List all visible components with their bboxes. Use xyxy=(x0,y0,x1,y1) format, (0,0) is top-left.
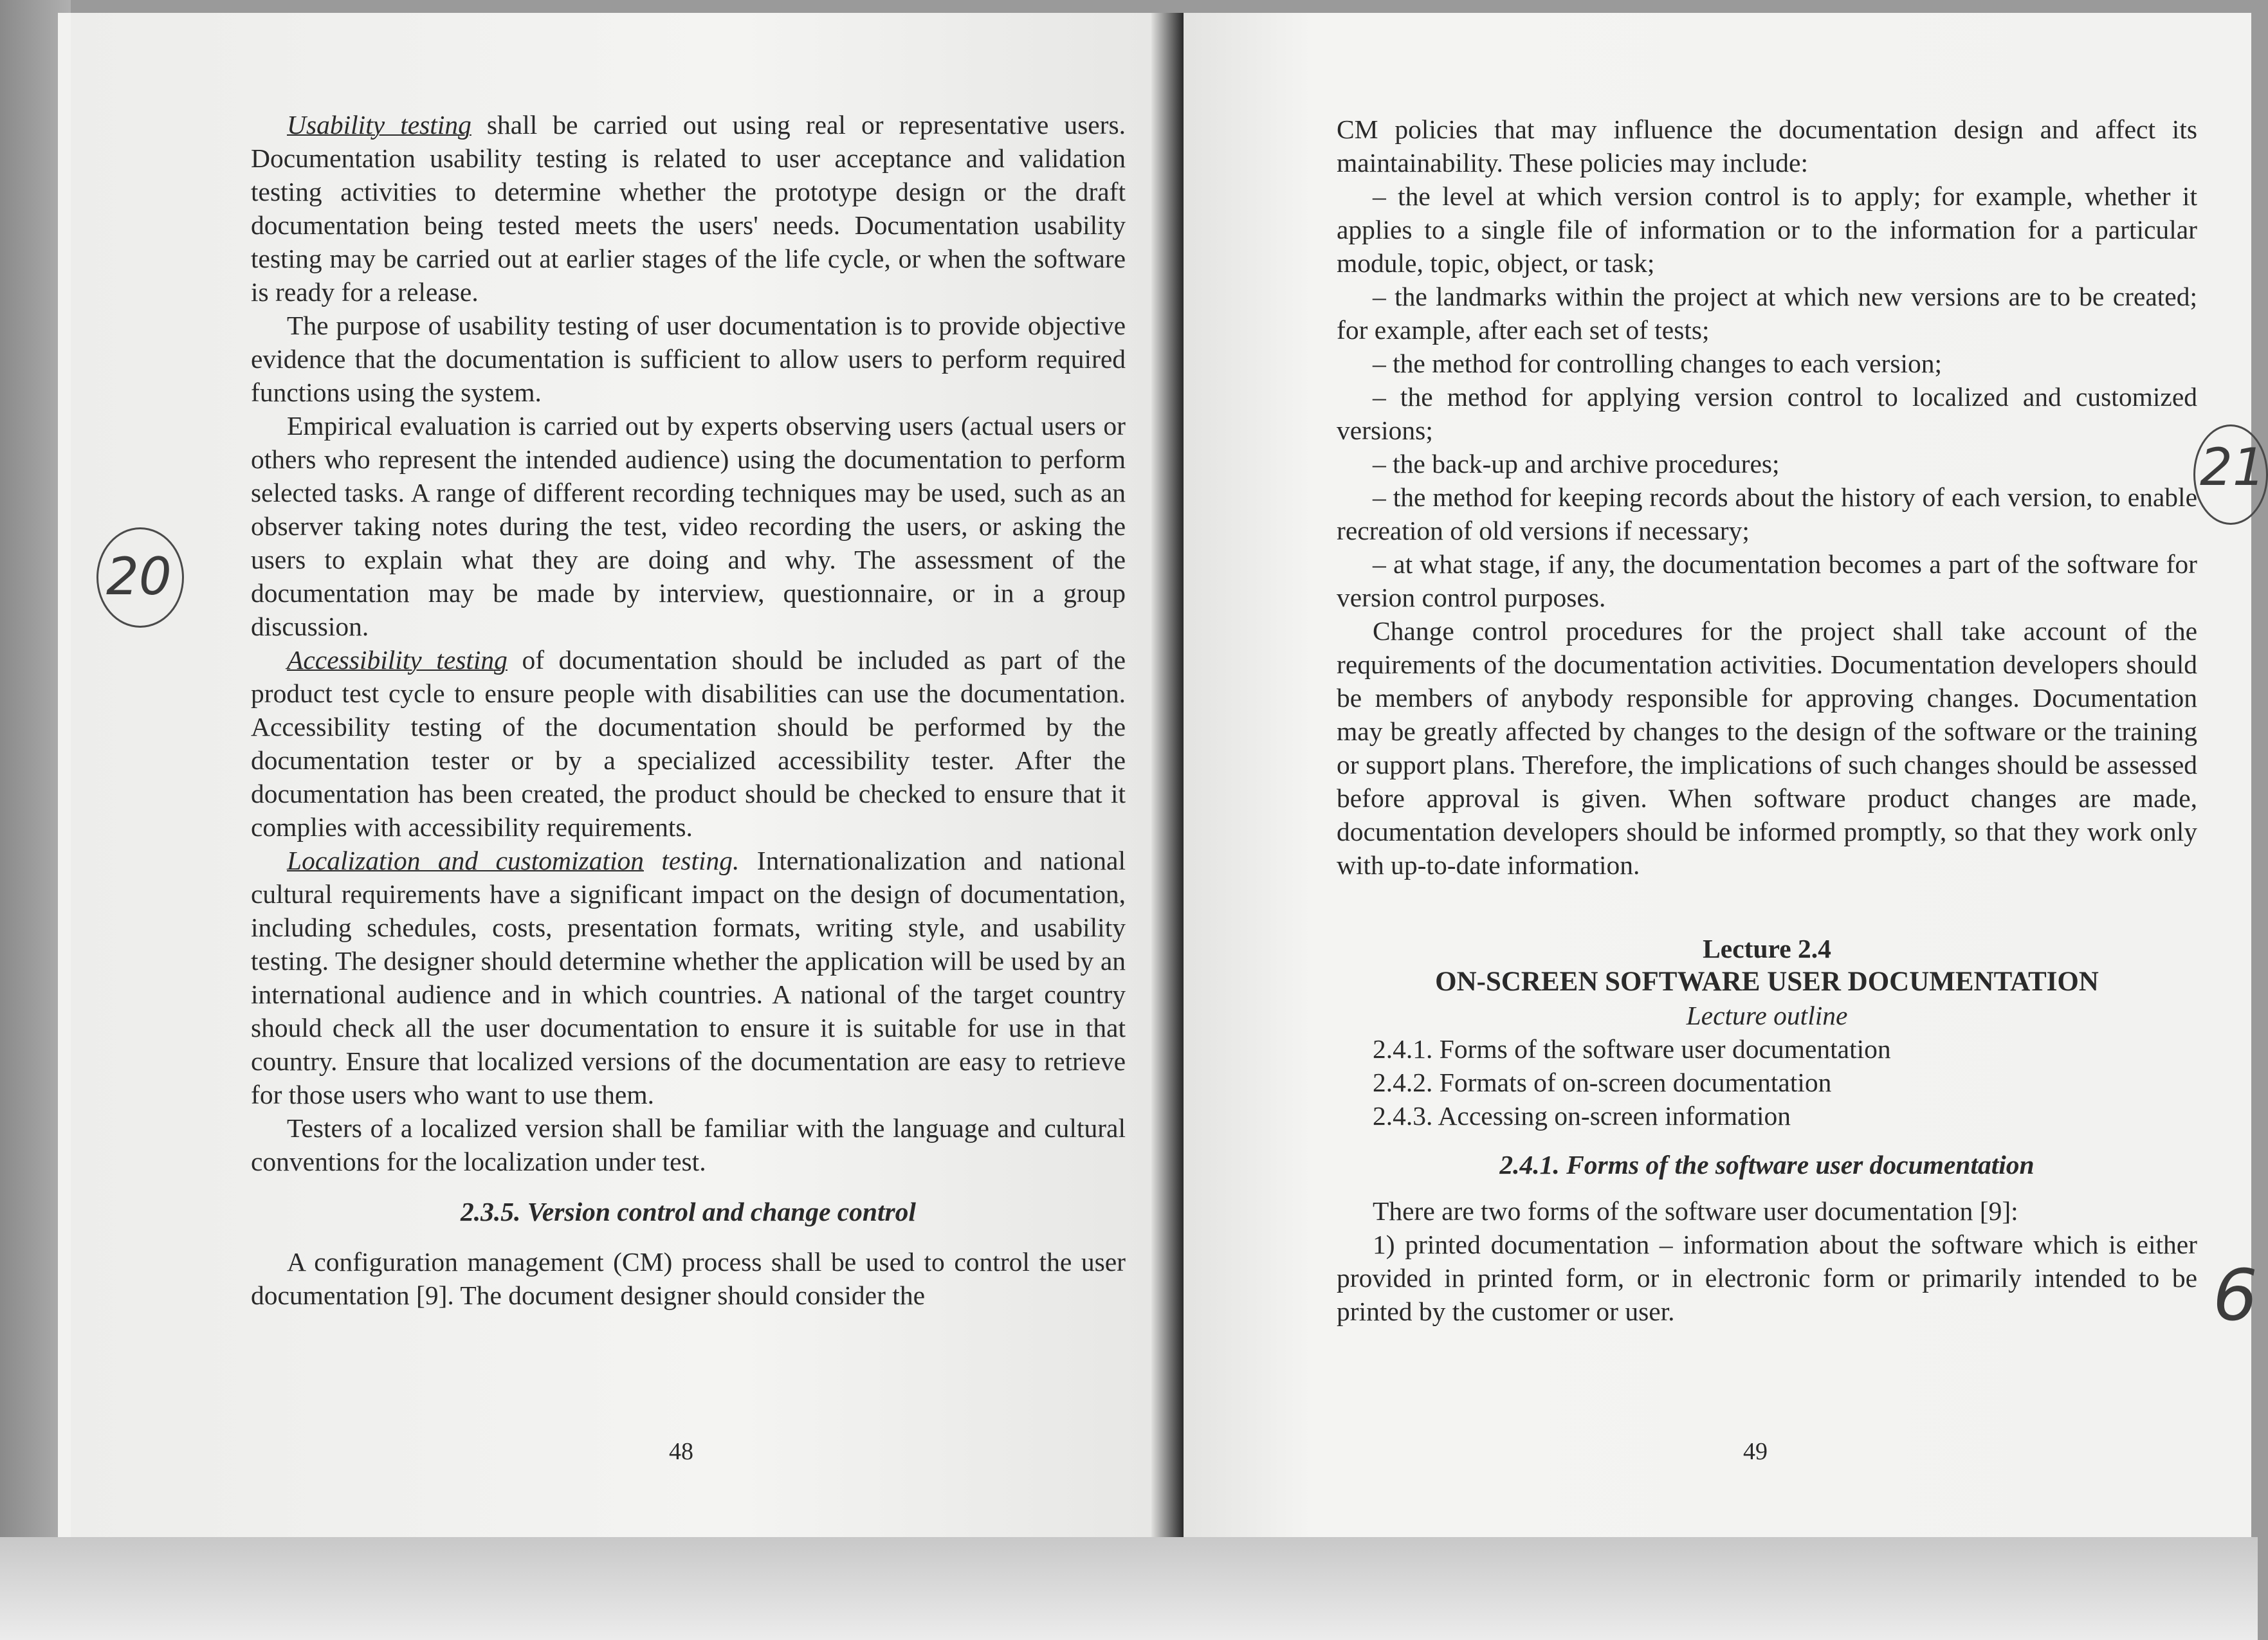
left-page xyxy=(71,13,1177,1537)
page-number-left: 48 xyxy=(669,1438,693,1465)
handwritten-page-mark-left: 20 xyxy=(106,547,172,606)
book-spread xyxy=(58,13,2265,1537)
outline-item: 2.4.2. Formats of on-screen documentation xyxy=(1373,1068,1832,1097)
policy-item: – the back-up and archive procedures; xyxy=(1373,449,1780,478)
page-number-right: 49 xyxy=(1743,1438,1768,1465)
outline-title: Lecture outline xyxy=(1686,1001,1848,1030)
paragraph-empirical: Empirical evaluation is carried out by experts observing users (actual users or others who represent the intended audience) using the documentation to perform selected tasks. A range of different recording techniques may be used, such as an observer taking notes during the test, video recording the users, or asking the users to explain what they are doing and why. The assessment of the documentation may be made by interview, questionnaire, or in a group discussion. xyxy=(251,411,1126,641)
paragraph-purpose: The purpose of usability testing of user documentation is to provide objective evidence that the documentation is sufficient to allow users to perform required functions using the system. xyxy=(251,311,1126,407)
paragraph-testers: Testers of a localized version shall be familiar with the language and cultural conventions for the localization under test. xyxy=(251,1113,1126,1176)
right-page xyxy=(1184,13,2265,1537)
paragraph-printed-docs: 1) printed documentation – information about the software which is either provided in printed form, or in electronic form or primarily intended to be printed by the customer or user. xyxy=(1337,1230,2197,1326)
paragraph-accessibility: Accessibility testing of documentation should be included as part of the product test cycle to ensure people with disabilities can use the documentation. Accessibility testing of the documentation should be performed by the documentation tester or by a specialized accessibility tester. After the documentation has been created, the product should be checked to ensure that it complies with accessibility requirements. xyxy=(251,645,1126,842)
policy-item: – the landmarks within the project at which new versions are to be created; for example, after each set of tests; xyxy=(1337,282,2197,345)
term-localization: Localization and customization xyxy=(287,846,645,875)
policy-item: – the method for controlling changes to each version; xyxy=(1373,349,1943,378)
paragraph-usability: Usability testing shall be carried out using real or representative users. Documentation usability testing is related to user acceptance and validation testing activities to determine whether the prototype design or the draft documentation being tested meets the users' needs. Documentation usability testing may be carried out at earlier stages of the life cycle, or when the software is ready for a release. xyxy=(251,110,1126,307)
subsection-heading-forms: 2.4.1. Forms of the software user documentation xyxy=(1499,1150,2035,1180)
right-page-text xyxy=(1337,113,2197,1328)
outline-item: 2.4.1. Forms of the software user documentation xyxy=(1373,1034,1891,1064)
left-page-text xyxy=(251,108,1126,1312)
policy-item: – the method for applying version control to localized and customized versions; xyxy=(1337,382,2197,445)
term-accessibility-testing: Accessibility testing xyxy=(287,645,508,675)
handwritten-page-mark-right: 21 xyxy=(2200,437,2265,497)
paragraph-change-control: Change control procedures for the project shall take account of the requirements of the documentation activities. Documentation developers should be members of anybody responsible for approving changes. Documentation may be greatly affected by changes to the design of the software or the training or support plans. Therefore, the implications of such changes should be assessed before approval is given. When software product changes are made, documentation developers should be informed promptly, so that they work only with up-to-date information. xyxy=(1337,616,2197,880)
paragraph-cm-policies: CM policies that may influence the documentation design and affect its maintainability. These policies may include: xyxy=(1337,114,2197,178)
paragraph-cm: A configuration management (CM) process shall be used to control the user documentation [9]. The document designer should consider the xyxy=(251,1247,1126,1310)
term-usability-testing: Usability testing xyxy=(287,110,471,140)
paragraph-localization: Localization and customization testing. Internationalization and national cultural requirements have a significant impact on the design of documentation, including schedules, costs, presentation formats, writing style, and usability testing. The designer should determine whether the application will be used by an international audience and in which countries. A national of the target country should check all the user documentation to ensure it is suitable for use in that country. Ensure that localized versions of the documentation are easy to retrieve for those users who want to use them. xyxy=(251,846,1126,1109)
policy-item: – at what stage, if any, the documentation becomes a part of the software for version control purposes. xyxy=(1337,549,2197,612)
lecture-title: ON-SCREEN SOFTWARE USER DOCUMENTATION xyxy=(1435,967,2099,997)
section-heading-version-control: 2.3.5. Version control and change control xyxy=(461,1197,916,1226)
policy-item: – the method for keeping records about the history of each version, to enable recreation of old versions if necessary; xyxy=(1337,482,2197,545)
lecture-number: Lecture 2.4 xyxy=(1703,934,1831,963)
policy-item: – the level at which version control is to apply; for example, whether it applies to a single file of information or to the information for a particular module, topic, object, or task; xyxy=(1337,181,2197,278)
outline-item: 2.4.3. Accessing on-screen information xyxy=(1373,1101,1791,1131)
paragraph-forms-intro: There are two forms of the software user documentation [9]: xyxy=(1373,1196,2018,1226)
scan-bottom-shadow xyxy=(0,1537,2258,1640)
handwritten-margin-mark: 6 xyxy=(2213,1254,2258,1336)
